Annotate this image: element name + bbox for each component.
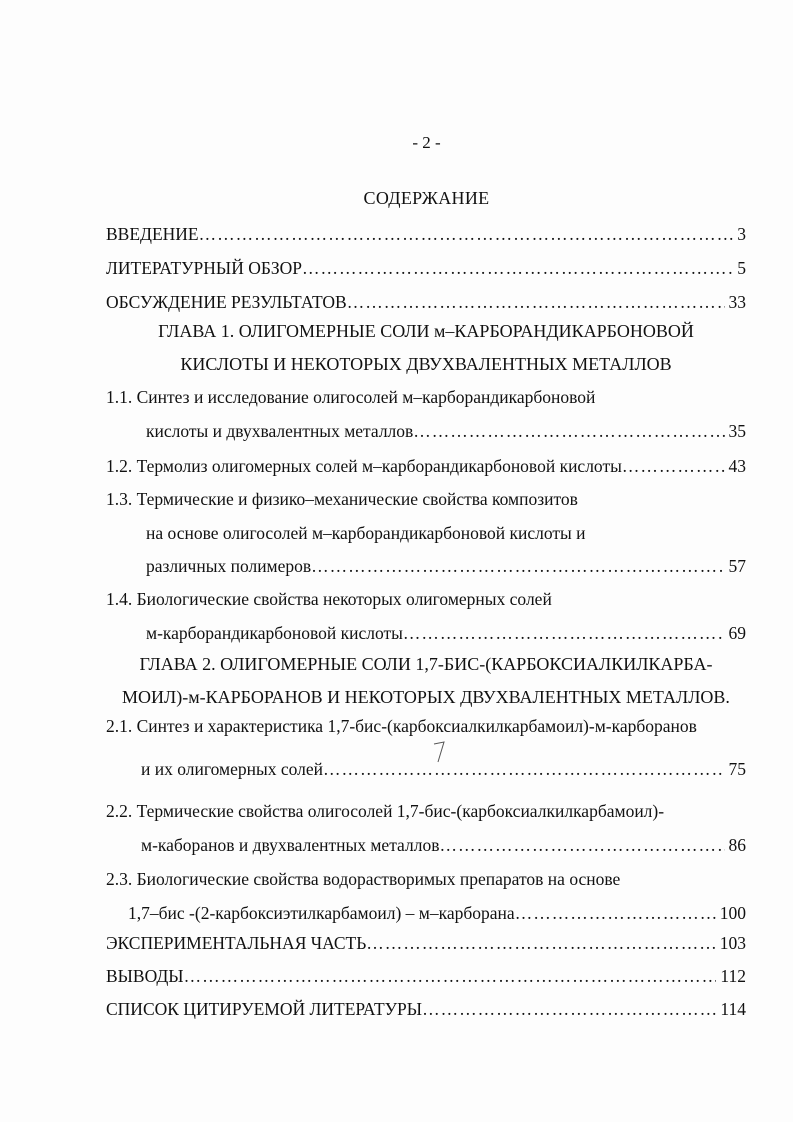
toc-leader — [366, 930, 715, 956]
toc-label: ВВЕДЕНИЕ — [106, 224, 199, 244]
toc-entry-2-3-line2 — [128, 900, 746, 926]
toc-leader — [515, 900, 716, 926]
toc-leader — [311, 553, 724, 579]
toc-page: 43 — [728, 456, 746, 476]
toc-entry-experimental — [106, 930, 746, 956]
toc-page: 3 — [737, 224, 746, 244]
toc-leader — [422, 996, 716, 1022]
toc-page: 57 — [728, 556, 746, 576]
toc-leader — [413, 418, 724, 444]
toc-page: 100 — [719, 903, 746, 923]
chapter1-heading-line2: КИСЛОТЫ И НЕКОТОРЫХ ДВУХВАЛЕНТНЫХ МЕТАЛЛОВ — [180, 354, 672, 374]
toc-page: 103 — [719, 933, 746, 953]
toc-label: м-каборанов и двухвалентных металлов — [141, 835, 440, 855]
toc-entry-2-3-line1: 2.3. Биологические свойства водорастворимых препаратов на основе — [106, 869, 621, 889]
page-number: - 2 - — [412, 133, 441, 152]
toc-page: 35 — [728, 421, 746, 441]
toc-label: 1.2. Термолиз олигомерных солей м–карборандикарбоновой кислоты — [106, 456, 622, 476]
toc-leader — [622, 453, 725, 479]
toc-page: 112 — [720, 966, 746, 986]
chapter2-heading-line1: ГЛАВА 2. ОЛИГОМЕРНЫЕ СОЛИ 1,7-БИС-(КАРБОКСИАЛКИЛКАРБА- — [139, 654, 713, 674]
toc-label: СПИСОК ЦИТИРУЕМОЙ ЛИТЕРАТУРЫ — [106, 999, 423, 1019]
toc-leader — [184, 963, 717, 989]
toc-leader — [323, 756, 725, 782]
toc-label: ВЫВОДЫ — [106, 966, 184, 986]
toc-entry-1-1-line1: 1.1. Синтез и исследование олигосолей м–карборандикарбоновой — [106, 387, 596, 407]
toc-entry-1-4-line2 — [146, 620, 746, 646]
chapter1-heading-line1: ГЛАВА 1. ОЛИГОМЕРНЫЕ СОЛИ м–КАРБОРАНДИКАРБОНОВОЙ — [158, 321, 694, 341]
toc-entry-1-3-line1: 1.3. Термические и физико–механические свойства композитов — [106, 489, 578, 509]
toc-entry-intro — [106, 221, 746, 247]
handwritten-mark-icon — [432, 740, 446, 766]
toc-label: м-карборандикарбоновой кислоты — [146, 623, 403, 643]
toc-entry-1-1-line2 — [146, 418, 746, 444]
toc-entry-1-3-line2: на основе олигосолей м–карборандикарбоновой кислоты и — [146, 523, 586, 543]
toc-label: 1,7–бис -(2-карбоксиэтилкарбамоил) – м–карборана — [128, 903, 515, 923]
toc-entry-discussion — [106, 289, 746, 315]
toc-entry-1-4-line1: 1.4. Биологические свойства некоторых олигомерных солей — [106, 589, 552, 609]
toc-entry-2-1-line1: 2.1. Синтез и характеристика 1,7-бис-(карбоксиалкилкарбамоил)-м-карборанов — [106, 716, 697, 736]
toc-label: и их олигомерных солей — [141, 759, 323, 779]
toc-entry-lit-review — [106, 255, 746, 281]
toc-page: 114 — [720, 999, 746, 1019]
toc-leader — [302, 255, 733, 281]
toc-label: ЭКСПЕРИМЕНТАЛЬНАЯ ЧАСТЬ — [106, 933, 367, 953]
toc-leader — [199, 221, 734, 247]
toc-entry-2-2-line2 — [141, 832, 746, 858]
toc-label: ОБСУЖДЕНИЕ РЕЗУЛЬТАТОВ — [106, 292, 347, 312]
toc-label: кислоты и двухвалентных металлов — [146, 421, 414, 441]
toc-page: 33 — [728, 292, 746, 312]
toc-label: ЛИТЕРАТУРНЫЙ ОБЗОР — [106, 258, 303, 278]
toc-page: 75 — [728, 759, 746, 779]
toc-entry-1-3-line3 — [146, 553, 746, 579]
toc-label: различных полимеров — [146, 556, 312, 576]
toc-page: 69 — [728, 623, 746, 643]
toc-entry-conclusions — [106, 963, 746, 989]
toc-entry-2-2-line1: 2.2. Термические свойства олигосолей 1,7-бис-(карбоксиалкилкарбамоил)- — [106, 801, 665, 821]
toc-leader — [403, 620, 725, 646]
toc-page: 5 — [737, 258, 746, 278]
toc-leader — [347, 289, 725, 315]
toc-leader — [439, 832, 724, 858]
chapter2-heading-line2: МОИЛ)-м-КАРБОРАНОВ И НЕКОТОРЫХ ДВУХВАЛЕНТНЫХ МЕТАЛЛОВ. — [122, 687, 730, 707]
toc-entry-references — [106, 996, 746, 1022]
toc-entry-1-2 — [106, 453, 746, 479]
page-title: СОДЕРЖАНИЕ — [363, 188, 490, 208]
toc-page: 86 — [728, 835, 746, 855]
